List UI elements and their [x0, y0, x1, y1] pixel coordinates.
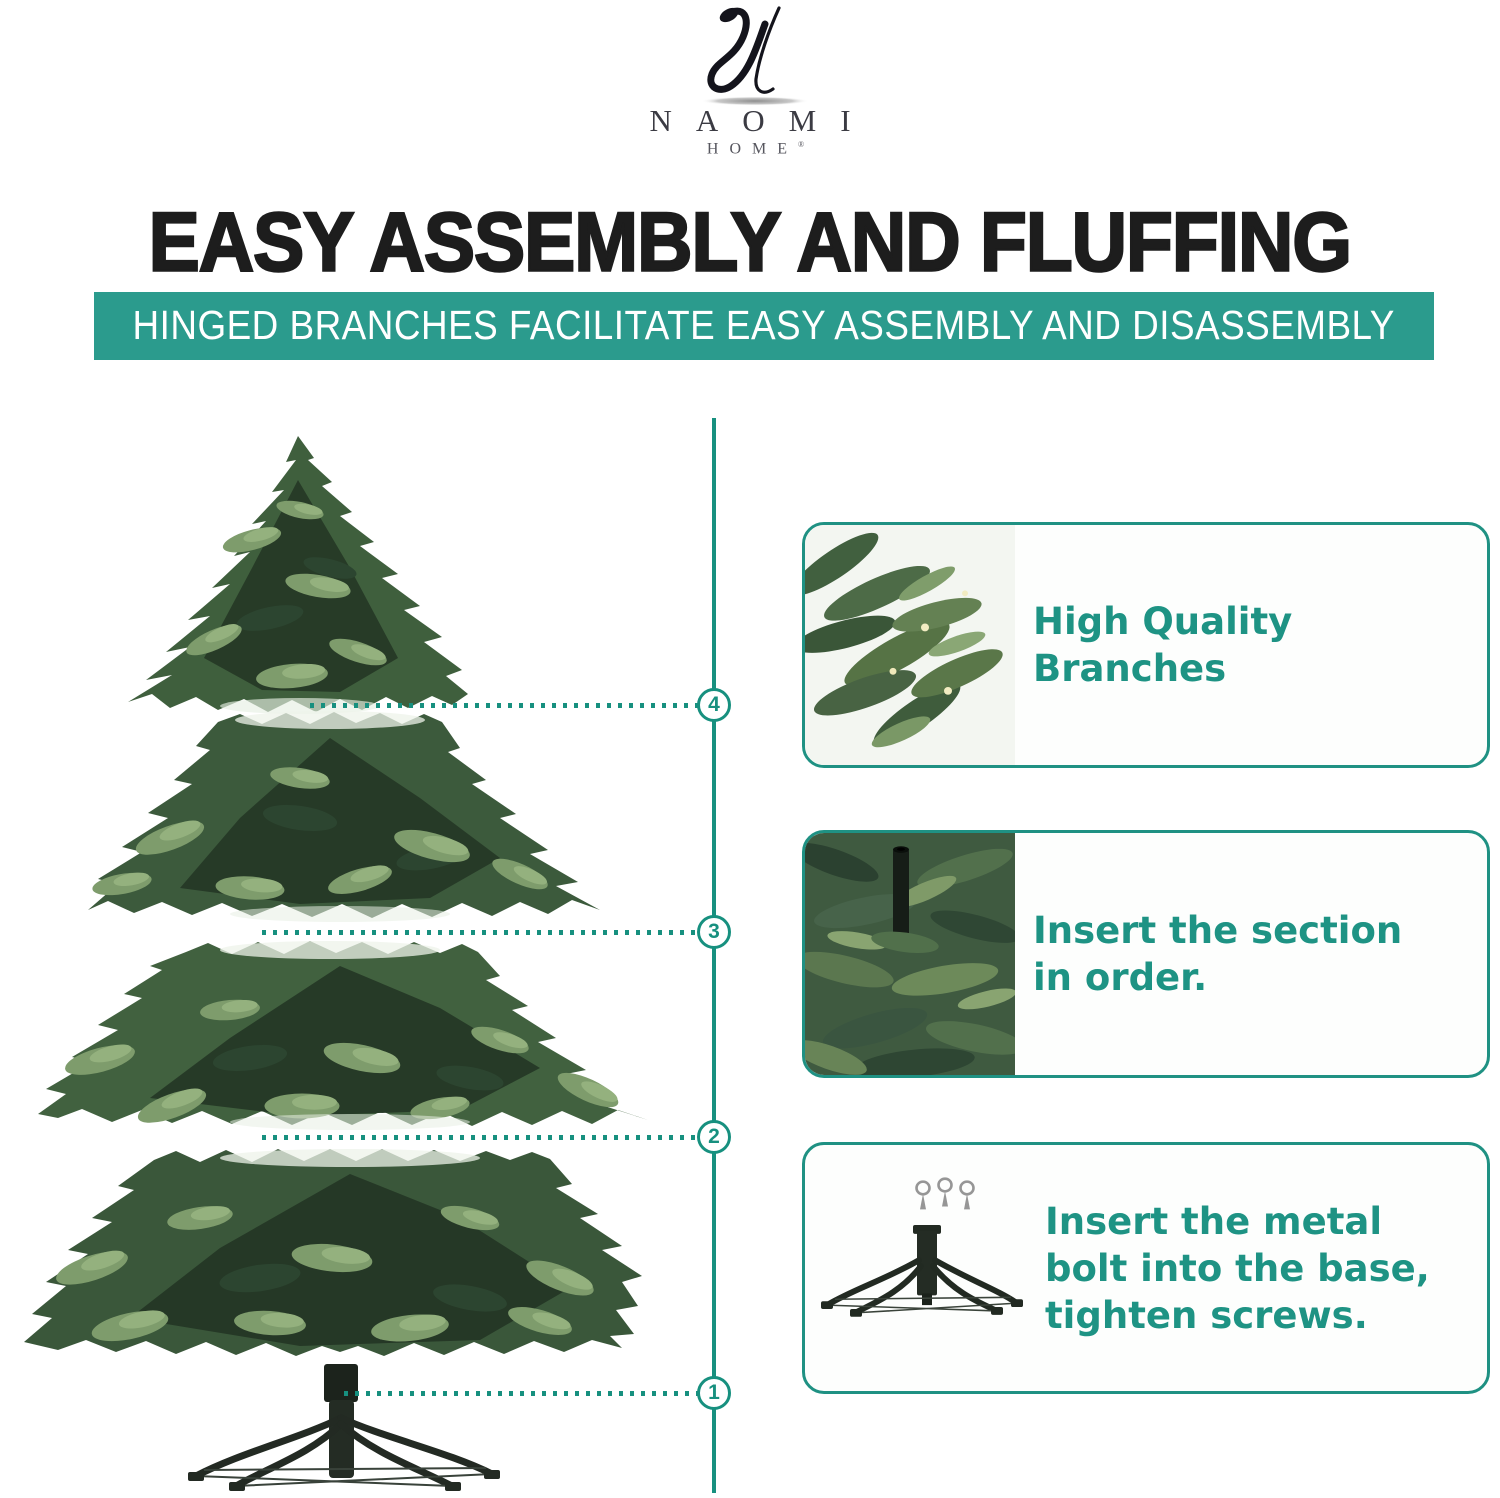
card-title-line: in order.: [1033, 956, 1208, 999]
callout-number: 3: [708, 920, 720, 943]
callout-badge-2: [697, 1120, 731, 1154]
callout-number: 2: [708, 1125, 720, 1148]
brand-subtitle: [0, 140, 1500, 158]
callout-dotted-line-1: [344, 1391, 698, 1396]
callout-vertical-line: [712, 418, 716, 1493]
card-title-line: Insert the metal: [1045, 1199, 1383, 1243]
subtitle-banner: [94, 292, 1434, 360]
exploded-tree-illustration: [0, 418, 760, 1498]
card-title-line: Insert the section: [1033, 909, 1403, 952]
card-title: [1015, 598, 1292, 692]
feature-card-high-quality-branches: [802, 522, 1490, 768]
naomi-monogram-icon: [692, 2, 822, 108]
callout-dotted-line-4: [310, 703, 698, 708]
callout-badge-3: [697, 915, 731, 949]
card-title-line: Branches: [1033, 647, 1227, 690]
card-title-line: tighten screws.: [1045, 1293, 1368, 1337]
page-title-text: EASY ASSEMBLY AND FLUFFING: [148, 194, 1352, 289]
callout-dotted-line-3: [262, 930, 698, 935]
card-title: [1015, 907, 1402, 1001]
tree-stand-illustration: [805, 1145, 1027, 1391]
registered-trademark-icon: ®: [798, 140, 805, 149]
feature-card-metal-bolt-base: [802, 1142, 1490, 1394]
callout-dotted-line-2: [262, 1135, 698, 1140]
callout-number: 1: [708, 1381, 720, 1404]
feature-card-insert-sections: [802, 830, 1490, 1078]
card-title-line: bolt into the base,: [1045, 1246, 1430, 1290]
branch-closeup-photo: [805, 525, 1015, 765]
brand-name: NAOMI: [649, 103, 875, 138]
center-pole-top-view-photo: [805, 833, 1015, 1075]
wing-bolt-icons: [917, 1179, 974, 1210]
card-title: [1027, 1198, 1430, 1339]
card-title-line: High Quality: [1033, 600, 1293, 643]
subtitle-banner-text: HINGED BRANCHES FACILITATE EASY ASSEMBLY AND DISASSEMBLY: [132, 302, 1396, 349]
callout-badge-1: [697, 1376, 731, 1410]
page-title: [0, 196, 1500, 288]
callout-number: 4: [708, 693, 720, 716]
callout-badge-4: [697, 688, 731, 722]
brand-subtitle-text: HOME: [706, 140, 799, 158]
